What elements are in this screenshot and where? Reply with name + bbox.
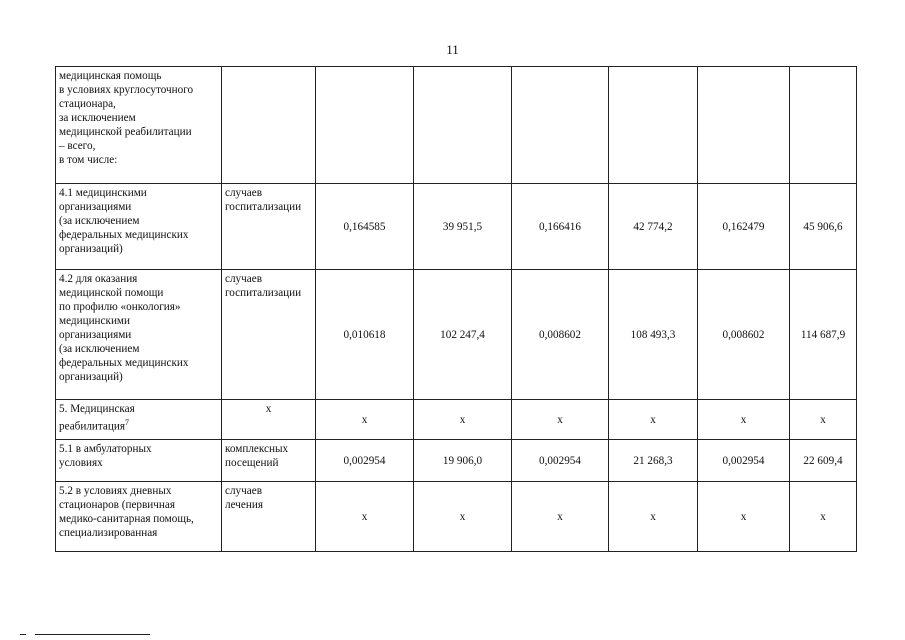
value-cell: х xyxy=(609,400,698,440)
value-cell: х xyxy=(790,482,857,552)
value-cell xyxy=(790,67,857,184)
row-name: 5.1 в амбулаторных условиях xyxy=(56,440,222,482)
value-cell: 42 774,2 xyxy=(609,184,698,270)
row-name: 5.2 в условиях дневных стационаров (первичная медико-санитарная помощь, специализированная xyxy=(56,482,222,552)
row-unit: случаев госпитализации xyxy=(222,184,316,270)
value-cell: х xyxy=(414,400,512,440)
page-number: 11 xyxy=(446,42,459,57)
value-cell: 0,008602 xyxy=(698,270,790,400)
value-cell: 0,008602 xyxy=(512,270,609,400)
row-name-text: 5. Медицинская реабилитация xyxy=(59,403,135,433)
value-cell: 0,002954 xyxy=(316,440,414,482)
value-cell: 45 906,6 xyxy=(790,184,857,270)
value-cell xyxy=(316,67,414,184)
value-cell: 22 609,4 xyxy=(790,440,857,482)
table-row xyxy=(56,482,857,552)
table-row xyxy=(56,400,857,440)
table-row xyxy=(56,440,857,482)
value-cell: х xyxy=(512,400,609,440)
value-cell: 0,002954 xyxy=(698,440,790,482)
value-cell: 0,164585 xyxy=(316,184,414,270)
value-cell: х xyxy=(790,400,857,440)
value-cell: 0,010618 xyxy=(316,270,414,400)
row-unit: случаев госпитализации xyxy=(222,270,316,400)
row-name xyxy=(56,400,222,440)
row-unit: комплексных посещений xyxy=(222,440,316,482)
footnote-mark: 7 xyxy=(125,418,130,427)
value-cell: х xyxy=(414,482,512,552)
value-cell xyxy=(414,67,512,184)
data-table xyxy=(55,66,857,552)
value-cell: х xyxy=(316,400,414,440)
table-row xyxy=(56,270,857,400)
value-cell: 114 687,9 xyxy=(790,270,857,400)
value-cell: х xyxy=(698,400,790,440)
row-unit xyxy=(222,67,316,184)
value-cell: х xyxy=(316,482,414,552)
row-unit: х xyxy=(222,400,316,440)
footnote-separator-dash xyxy=(20,634,26,635)
value-cell: х xyxy=(512,482,609,552)
value-cell xyxy=(698,67,790,184)
value-cell: 108 493,3 xyxy=(609,270,698,400)
value-cell: 39 951,5 xyxy=(414,184,512,270)
value-cell: х xyxy=(609,482,698,552)
value-cell: 0,166416 xyxy=(512,184,609,270)
row-name: 4.2 для оказания медицинской помощи по профилю «онкология» медицинскими организациями (за исключением федеральных медицинских организаций) xyxy=(56,270,222,400)
table-row xyxy=(56,184,857,270)
value-cell: 0,162479 xyxy=(698,184,790,270)
row-name: 4.1 медицинскими организациями (за исключением федеральных медицинских организаций) xyxy=(56,184,222,270)
value-cell: 102 247,4 xyxy=(414,270,512,400)
value-cell: 19 906,0 xyxy=(414,440,512,482)
value-cell xyxy=(512,67,609,184)
value-cell: 21 268,3 xyxy=(609,440,698,482)
value-cell: 0,002954 xyxy=(512,440,609,482)
value-cell: х xyxy=(698,482,790,552)
footnote-separator-line xyxy=(35,634,150,635)
value-cell xyxy=(609,67,698,184)
row-unit: случаев лечения xyxy=(222,482,316,552)
row-name: медицинская помощь в условиях круглосуточного стационара, за исключением медицинской реабилитации – всего, в том числе: xyxy=(56,67,222,184)
table-row xyxy=(56,67,857,184)
